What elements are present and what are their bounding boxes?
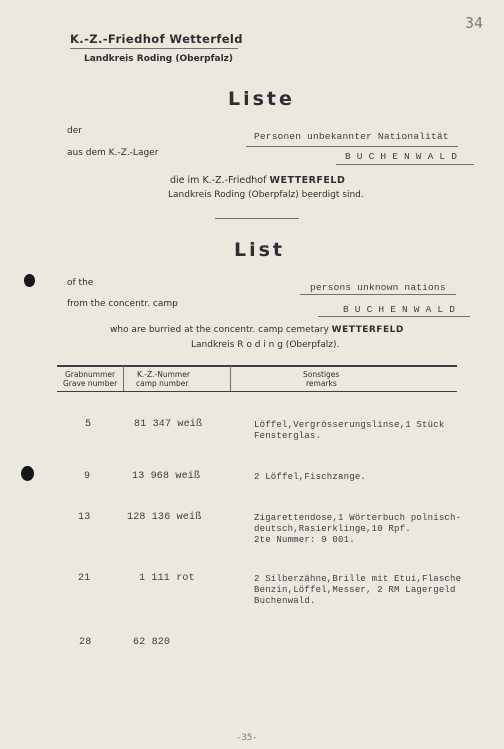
english-burial-line-2: Landkreis R o d i n g (Oberpfalz). [191,340,340,350]
header-grave-en: Grave number [63,379,118,388]
german-burial-line-2: Landkreis Roding (Oberpfalz) beerdigt sind. [168,190,364,200]
district-heading: Landkreis Roding (Oberpfalz) [84,54,234,64]
camp-number: 81 347 weiß [134,419,203,430]
camp-number: 1 111 rot [139,573,195,584]
english-burial-line-1 [110,325,404,335]
german-of-line [246,146,458,147]
camp-number: 62 820 [133,637,171,648]
page-number-top: 34 [465,14,484,32]
remarks-line: Buchenwald. [254,596,316,606]
remarks-line: 2 Silberzähne,Brille mit Etui,Flasche [254,574,462,584]
remarks-line: Benzin,Löffel,Messer, 2 RM Lagergeld [254,585,456,595]
punch-hole [21,466,34,481]
remarks-line: Löffel,Vergrösserungslinse,1 Stück [254,420,445,430]
grave-number: 9 [84,471,91,482]
header-grave-de: Grabnummer [65,370,116,379]
german-label-of: der [67,126,82,136]
cemetery-heading: K.-Z.-Friedhof Wetterfeld [70,32,243,46]
grave-number: 21 [78,573,91,584]
english-burial-prefix: who are burried at the concentr. camp cemetary [110,325,329,335]
german-title: Liste [228,88,295,110]
table-divider-2 [230,366,231,391]
cemetery-heading-underline [70,48,238,49]
remarks-line: deutsch,Rasierklinge,10 Rpf. [254,524,411,534]
table-header-rule [57,391,457,392]
english-from-line [318,316,470,317]
remarks-line: Fensterglas. [254,431,322,441]
english-value-of: persons unknown nations [310,282,446,293]
german-value-of: Personen unbekannter Nationalität [254,131,449,142]
english-of-line [300,294,456,295]
remarks-line: 2 Löffel,Fischzange. [254,472,367,482]
english-burial-name: WETTERFELD [331,325,404,335]
table-top-rule [57,365,457,367]
page-number-bottom: -35- [236,733,258,743]
header-camp-de: K.-Z.-Nummer [137,370,190,379]
camp-number: 13 968 weiß [132,471,201,482]
german-burial-prefix: die im K.-Z.-Friedhof [170,175,267,186]
english-label-of: of the [67,278,94,288]
remarks [254,513,461,546]
german-burial-name: WETTERFELD [269,175,346,186]
section-divider [215,218,299,219]
header-remarks-de: Sonstiges [303,370,340,379]
english-title: List [234,239,286,261]
remarks-line: 2te Nummer: 9 001. [254,535,355,545]
german-value-from: B U C H E N W A L D [345,151,458,162]
german-burial-line-1 [170,175,345,186]
header-remarks-en: remarks [306,379,337,388]
english-label-from: from the concentr. camp [67,299,178,309]
camp-number: 128 136 weiß [127,512,202,523]
german-from-line [336,164,474,165]
grave-number: 28 [79,637,92,648]
punch-hole [24,274,35,287]
grave-number: 5 [85,419,92,430]
remarks-line: Zigarettendose,1 Wörterbuch polnisch- [254,513,462,523]
table-divider-1 [123,366,124,391]
header-camp-en: camp number [136,379,189,388]
german-label-from: aus dem K.-Z.-Lager [67,148,159,158]
remarks [254,574,461,607]
remarks [254,420,444,442]
english-value-from: B U C H E N W A L D [343,304,456,315]
grave-number: 13 [78,512,91,523]
remarks [254,472,366,483]
